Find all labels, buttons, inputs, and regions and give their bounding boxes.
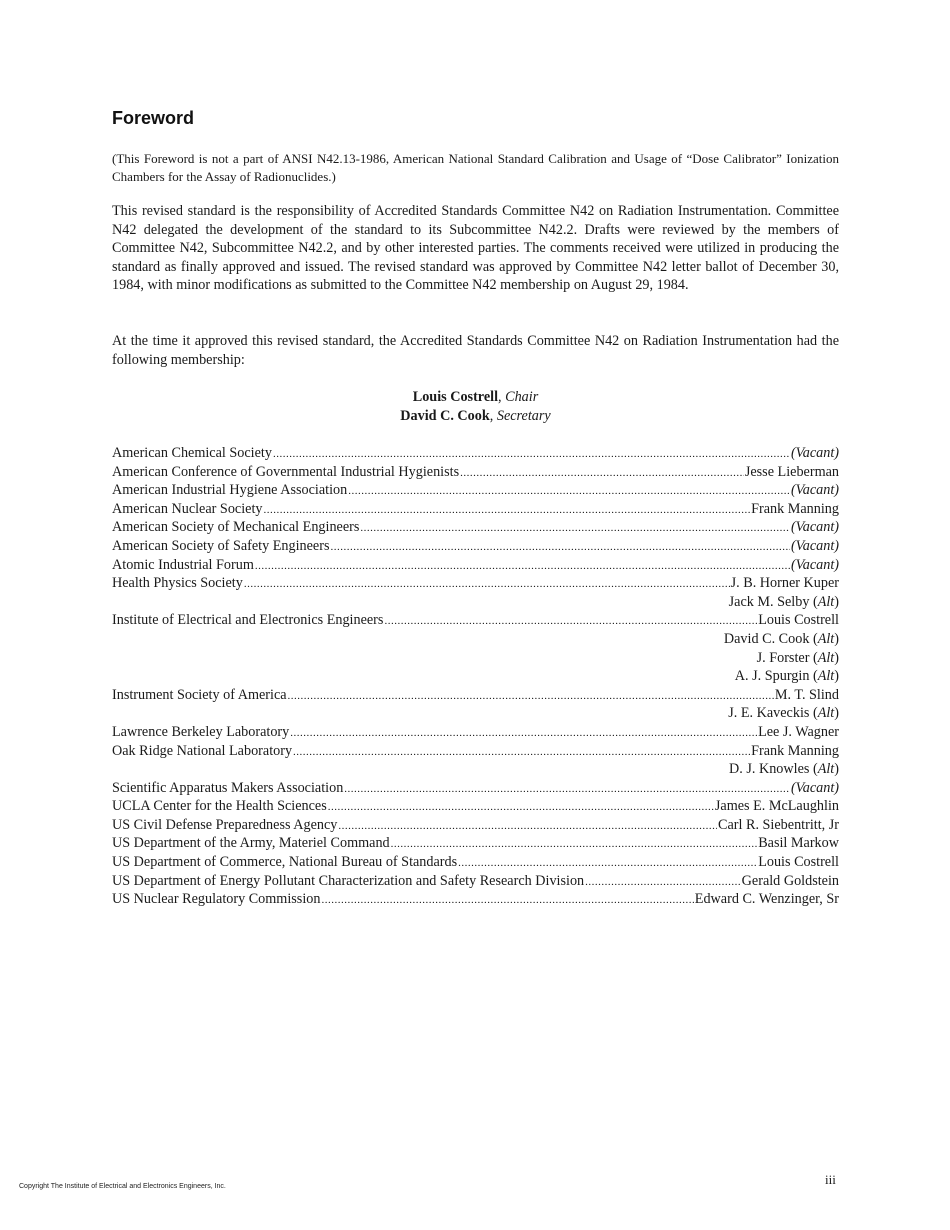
dot-leader [458,854,757,873]
alternate-label: Alt [817,649,835,666]
representative-name: Jesse Lieberman [744,463,839,480]
member-organization: UCLA Center for the Health Sciences [112,798,327,815]
member-row [112,779,839,798]
member-row [112,853,839,872]
dot-leader [321,891,693,910]
member-organization: Lawrence Berkeley Laboratory [112,723,290,740]
member-row [112,500,839,519]
member-representative [758,723,839,742]
member-organization: Scientific Apparatus Makers Association [112,779,344,796]
alternate-label: Alt [817,630,835,647]
member-representative [791,481,839,500]
member-row [112,797,839,816]
member-organization: American Industrial Hygiene Association [112,482,348,499]
dot-leader [384,612,757,631]
dot-leader [391,835,758,854]
representative-name: J. Forster [756,649,810,666]
representative-name: Louis Costrell [758,612,839,629]
member-representative [758,611,839,630]
foreword-note: (This Foreword is not a part of ANSI N42.13-1986, American National Standard Calibration and Usage of “Dose Calibrator” Ionization Chambers for the Assay of Radionuclides.) [112,151,839,184]
dot-leader [460,464,744,483]
member-organization: American Chemical Society [112,445,272,461]
representative-name: (Vacant) [790,537,839,554]
representative-name: Jack M. Selby [728,593,810,610]
member-representative [758,853,839,872]
member-row [112,834,839,853]
member-representative [791,518,839,537]
dot-leader [338,817,717,836]
dot-leader [585,873,741,892]
representative-name: Carl R. Siebentritt, Jr [718,816,839,833]
member-organization: American Conference of Governmental Industrial Hygienists [112,463,460,480]
dot-leader [330,538,789,557]
membership-list [112,444,839,909]
member-row [112,611,839,630]
member-representative: David C. Cook (Alt) [723,630,839,647]
officer-name: David C. Cook [400,407,490,424]
member-row [112,816,839,835]
representative-name: J. B. Horner Kuper [730,575,839,592]
representative-name: Gerald Goldstein [741,872,839,889]
representative-name: Lee J. Wagner [758,723,839,740]
member-representative [791,537,839,556]
member-alternate-row [112,704,839,723]
paragraph-membership-intro: At the time it approved this revised standard, the Accredited Standards Committee N42 on Radiation Instrumentation had the following membership: [112,333,839,368]
member-organization: Instrument Society of America [112,686,287,703]
foreword-heading: Foreword [112,108,195,128]
representative-name: A. J. Spurgin [734,668,810,685]
member-organization: American Society of Safety Engineers [112,537,330,554]
officer-chair: Louis Costrell, Chair [412,389,539,405]
dot-leader [328,798,714,817]
member-representative [791,444,839,463]
alternate-label: Alt [817,761,835,778]
member-organization: American Nuclear Society [112,500,263,517]
alternate-label: Alt [817,593,835,610]
member-organization: US Department of the Army, Materiel Command [112,835,390,852]
member-row [112,723,839,742]
member-representative [742,872,839,891]
member-row [112,518,839,537]
member-representative [791,779,839,798]
representative-name: J. E. Kaveckis [728,705,810,722]
member-representative [745,463,839,482]
member-representative: D. J. Knowles (Alt) [729,761,839,778]
member-alternate-row [112,630,839,649]
member-organization: American Society of Mechanical Engineers [112,519,360,536]
member-organization: US Department of Energy Pollutant Characterization and Safety Research Division [112,872,585,889]
member-row [112,537,839,556]
dot-leader [290,724,757,743]
member-row [112,444,839,463]
member-row [112,742,839,761]
member-representative [758,834,839,853]
member-representative: A. J. Spurgin (Alt) [734,668,839,685]
representative-name: (Vacant) [790,519,839,536]
dot-leader [293,743,750,762]
dot-leader [288,687,774,706]
member-row [112,890,839,909]
representative-name: Frank Manning [751,500,839,517]
member-row [112,686,839,705]
officer-role: Chair [505,389,539,405]
officer-secretary: David C. Cook, Secretary [400,407,551,424]
committee-officers [112,388,839,425]
member-representative [731,574,839,593]
member-alternate-row [112,760,839,779]
member-representative: Jack M. Selby (Alt) [728,593,839,610]
member-representative: J. E. Kaveckis (Alt) [728,705,839,722]
member-row [112,481,839,500]
member-organization: US Civil Defense Preparedness Agency [112,816,338,833]
representative-name: James E. McLaughlin [714,798,839,815]
member-organization: US Nuclear Regulatory Commission [112,891,321,908]
dot-leader [273,445,790,464]
alternate-label: Alt [817,705,835,722]
member-representative [791,556,839,575]
representative-name: D. J. Knowles [729,761,810,778]
alternate-label: Alt [817,668,835,685]
representative-name: M. T. Slind [774,686,839,703]
representative-name: (Vacant) [790,482,839,499]
representative-name: Frank Manning [751,742,839,759]
member-row [112,556,839,575]
member-organization: Atomic Industrial Forum [112,556,254,573]
member-alternate-row [112,667,839,686]
member-representative: J. Forster (Alt) [756,649,839,666]
member-alternate-row [112,593,839,612]
member-representative [715,797,839,816]
representative-name: Basil Markow [758,835,839,852]
representative-name: Louis Costrell [758,854,839,871]
member-representative [695,890,839,909]
dot-leader [255,557,790,576]
representative-name: David C. Cook [723,630,810,647]
dot-leader [244,575,730,594]
dot-leader [348,482,790,501]
dot-leader [360,519,790,538]
officer-role: Secretary [496,407,551,424]
officer-name: Louis Costrell [412,389,499,405]
member-row [112,574,839,593]
representative-name: Edward C. Wenzinger, Sr [694,891,839,908]
member-row [112,463,839,482]
member-representative [751,500,839,519]
member-representative [718,816,839,835]
member-organization: Institute of Electrical and Electronics Engineers [112,612,384,629]
representative-name: (Vacant) [790,445,839,461]
member-representative [775,686,839,705]
member-alternate-row [112,649,839,668]
dot-leader [263,501,750,520]
representative-name: (Vacant) [790,556,839,573]
copyright-notice: Copyright The Institute of Electrical and Electronics Engineers, Inc. [19,1183,226,1190]
representative-name: (Vacant) [790,779,839,796]
member-organization: US Department of Commerce, National Bureau of Standards [112,854,458,871]
member-representative [751,742,839,761]
member-organization: Health Physics Society [112,575,243,592]
member-organization: Oak Ridge National Laboratory [112,742,293,759]
page-number: iii [825,1172,836,1187]
dot-leader [344,780,790,799]
paragraph-responsibility: This revised standard is the responsibility of Accredited Standards Committee N42 on Radiation Instrumentation. Committee N42 delegated the development of the standard to its Subcommittee N42.2. Drafts were reviewed by the members of Committee N42, Subcommittee N42.2, and by other interested parties. The comments received were utilized in producing the standard as finally approved and issued. The revised standard was approved by Committee N42 letter ballot of December 30, 1984, with minor modifications as submitted to the Committee N42 membership on August 29, 1984. [112,203,839,294]
member-row [112,872,839,891]
